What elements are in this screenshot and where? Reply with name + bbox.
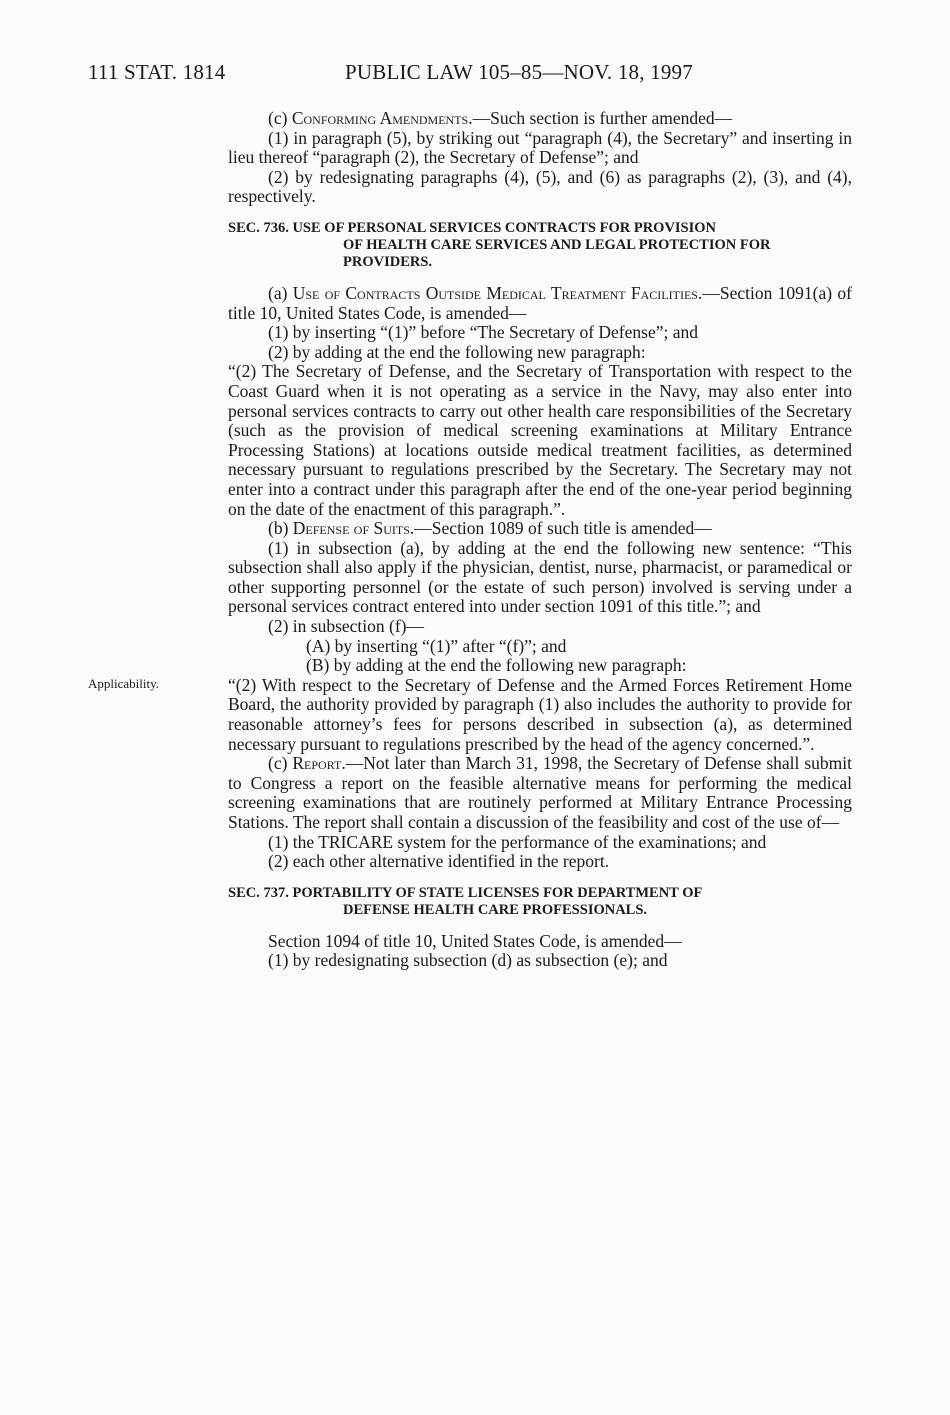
section-heading-line: SEC. 736. USE OF PERSONAL SERVICES CONTRACTS FOR PROVISION — [228, 219, 717, 236]
section-736-heading — [228, 220, 852, 271]
quoted-paragraph-b2B: “(2) With respect to the Secretary of Defense and the Armed Forces Retirement Home Board, the authority provided by paragraph (1) also includes the authority to provide for reasonable attorney’s fees for persons described in subsection (a), as determined necessary pursuant to regulations prescribed by the head of the agency concerned.”. — [228, 674, 852, 754]
subsection-text: .—Not later than March 31, 1998, the Secretary of Defense shall submit to Congress a report on the feasible alternative means for performing the medical screening examinations that are routinely performed at Military Entrance Processing Stations. The report shall contain a discussion of the feasibility and cost of the use of— — [228, 753, 852, 832]
subsection-text: .—Section 1089 of such title is amended— — [409, 518, 712, 539]
subsection-label: (c) — [268, 753, 293, 774]
subparagraph-b2A: (A) by inserting “(1)” after “(f)”; and — [306, 635, 567, 656]
subsection-label: (b) — [268, 518, 293, 539]
document-body — [228, 109, 852, 971]
subsection-heading: Defense of Suits — [292, 518, 410, 539]
margin-note-applicability: Applicability. — [88, 676, 160, 691]
paragraph-r1: (1) the TRICARE system for the performance of the examinations; and — [268, 831, 767, 852]
subsection-label: (a) — [268, 282, 293, 303]
subsection-label: (c) — [268, 108, 292, 128]
paragraph-r2: (2) each other alternative identified in the report. — [268, 851, 610, 872]
subsection-heading: Report — [292, 753, 342, 774]
paragraph-b1: (1) in subsection (a), by adding at the end the following new sentence: “This subsection shall also apply if the physician, dentist, nurse, pharmacist, or paramedical or other supporting personnel (or the estate of such person) involved is serving under a personal services contract entered into under section 1091 of this title.”; and — [228, 537, 852, 617]
section-heading-line: SEC. 737. PORTABILITY OF STATE LICENSES FOR DEPARTMENT OF — [228, 884, 703, 901]
section-heading-line: DEFENSE HEALTH CARE PROFESSIONALS. — [343, 901, 648, 918]
subsection-heading: Use of Contracts Outside Medical Treatment Facilities — [292, 282, 698, 303]
section-737-intro: Section 1094 of title 10, United States Code, is amended— — [268, 930, 682, 951]
paragraph-c1: (1) in paragraph (5), by striking out “paragraph (4), the Secretary” and inserting in lieu thereof “paragraph (2), the Secretary of Defense”; and — [228, 127, 852, 168]
paragraph-b2: (2) in subsection (f)— — [268, 616, 425, 637]
quoted-paragraph-a2: “(2) The Secretary of Defense, and the Secretary of Transportation with respect to the Coast Guard when it is not operating as a service in the Navy, may also enter into personal services contracts to carry out other health care responsibilities of the Secretary (such as the provision of medical screening examinations at Military Entrance Processing Stations) at locations outside medical treatment facilities, as determined necessary pursuant to regulations prescribed by the Secretary. The Secretary may not enter into a contract under this paragraph after the end of the one-year period beginning on the date of the enactment of this paragraph.”. — [228, 361, 852, 519]
paragraph-c2: (2) by redesignating paragraphs (4), (5), and (6) as paragraphs (2), (3), and (4), respectively. — [228, 166, 852, 207]
section-737-heading — [228, 885, 852, 919]
section-heading-line: OF HEALTH CARE SERVICES AND LEGAL PROTECTION FOR PROVIDERS. — [343, 236, 771, 270]
paragraph-a2: (2) by adding at the end the following new paragraph: — [268, 341, 646, 362]
subsection-c-conforming — [228, 109, 852, 129]
paragraph-737-1: (1) by redesignating subsection (d) as subsection (e); and — [268, 950, 668, 971]
subparagraph-b2B: (B) by adding at the end the following new paragraph: — [306, 655, 687, 676]
subsection-a-contracts — [228, 284, 852, 323]
subsection-c-report — [228, 754, 852, 832]
running-head: PUBLIC LAW 105–85—NOV. 18, 1997 — [345, 60, 693, 84]
paragraph-a1: (1) by inserting “(1)” before “The Secretary of Defense”; and — [268, 322, 698, 343]
subsection-b-defense — [228, 519, 852, 539]
subsection-heading: Conforming Amendments — [291, 108, 469, 128]
subsection-text: .—Such section is further amended— — [468, 108, 733, 128]
subsection-text: .—Section 1091(a) of title 10, United States Code, is amended— — [228, 282, 852, 323]
page-number-header: 111 STAT. 1814 — [88, 60, 226, 84]
